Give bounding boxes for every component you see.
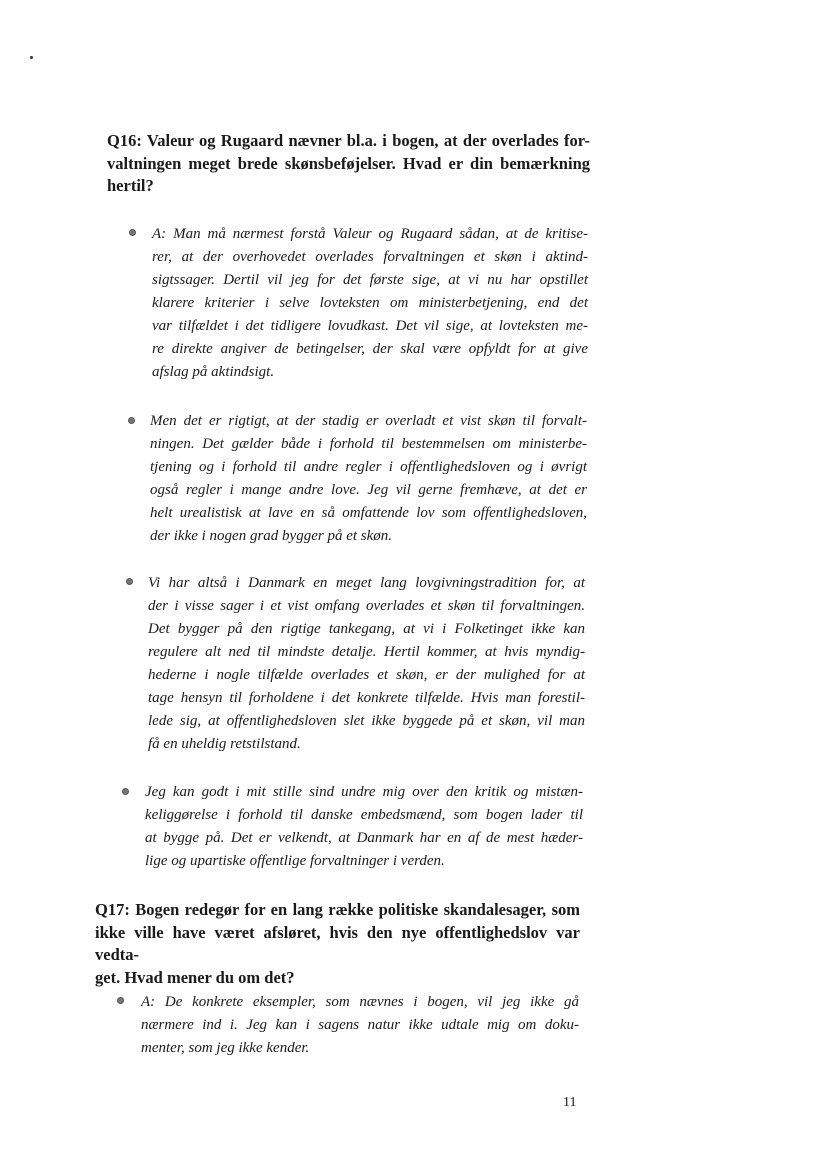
bullet-icon (129, 229, 136, 236)
answer-paragraph (141, 991, 579, 1060)
answer-line: menter, som jeg ikke kender. (141, 1040, 310, 1056)
question-line: hertil? (107, 176, 154, 195)
answer-line: lige og upartiske offentlige forvaltninger i verden. (145, 853, 445, 869)
answer-paragraph (150, 410, 587, 548)
answer-line: A: De konkrete eksempler, som nævnes i bogen, vil jeg ikke gå (141, 994, 579, 1010)
answer-line: tage hensyn til forholdene i det konkrete tilfælde. Hvis man forestil- (148, 690, 585, 706)
answer-line: Det bygger på den rigtige tankegang, at vi i Folketinget ikke kan (148, 621, 585, 637)
answer-line: hederne i nogle tilfælde overlades et skøn, er der mulighed for at (148, 667, 585, 683)
answer-line: der i visse sager i et vist omfang overlades et skøn til forvaltningen. (148, 598, 585, 614)
answer-line: nærmere ind i. Jeg kan i sagens natur ikke udtale mig om doku- (141, 1017, 579, 1033)
answer-line: re direkte angiver de betingelser, der skal være opfyldt for at give (152, 341, 588, 357)
answer-line: lede sig, at offentlighedsloven slet ikke byggede på et skøn, vil man (148, 713, 585, 729)
answer-paragraph (148, 572, 585, 756)
answer-line: der ikke i nogen grad bygger på et skøn. (150, 528, 393, 544)
answer-line: A: Man må nærmest forstå Valeur og Rugaard sådan, at de kritise- (152, 226, 588, 242)
answer-line: Men det er rigtigt, at der stadig er overladt et vist skøn til forvalt- (150, 413, 587, 429)
answer-line: at bygge på. Det er velkendt, at Danmark har en af de mest hæder- (145, 830, 583, 846)
answer-line: rer, at der overhovedet overlades forvaltningen et skøn i aktind- (152, 249, 588, 265)
scan-speck (30, 56, 33, 59)
question-line: valtningen meget brede skønsbeføjelser. Hvad er din bemærkning (107, 153, 590, 173)
answer-line: Vi har altså i Danmark en meget lang lovgivningstradition for, at (148, 575, 585, 591)
answer-line: afslag på aktindsigt. (152, 364, 275, 380)
question-line: Q17: Bogen redegør for en lang række politiske skandalesager, som (95, 900, 580, 919)
answer-paragraph (152, 223, 588, 384)
bullet-icon (117, 997, 124, 1004)
bullet-icon (128, 417, 135, 424)
bullet-icon (126, 578, 133, 585)
answer-line: også regler i mange andre love. Jeg vil gerne fremhæve, at det er (150, 482, 587, 498)
question-q16 (107, 130, 590, 198)
answer-line: var tilfældet i det tidligere lovudkast. Det vil sige, at lovteksten me- (152, 318, 588, 334)
question-line: Q16: Valeur og Rugaard nævner bl.a. i bogen, at der overlades for- (107, 131, 590, 150)
question-line: ikke ville have været afsløret, hvis den nye offentlighedslov var vedta- (95, 922, 580, 964)
answer-line: tjening og i forhold til andre regler i offentlighedsloven og i øvrigt (150, 459, 587, 475)
answer-line: keliggørelse i forhold til danske embedsmænd, som bogen lader til (145, 807, 583, 823)
answer-line: ningen. Det gælder både i forhold til bestemmelsen om ministerbe- (150, 436, 587, 452)
answer-line: regulere alt ned til mindste detalje. Hertil kommer, at hvis myndig- (148, 644, 585, 660)
answer-paragraph (145, 781, 583, 873)
bullet-icon (122, 788, 129, 795)
question-q17 (95, 899, 580, 989)
answer-line: klarere kriterier i selve lovteksten om ministerbetjening, end det (152, 295, 588, 311)
answer-line: få en uheldig retstilstand. (148, 736, 301, 752)
answer-line: sigtssager. Dertil vil jeg for det første sige, at vi nu har opstillet (152, 272, 588, 288)
answer-line: Jeg kan godt i mit stille sind undre mig over den kritik og mistæn- (145, 784, 583, 800)
question-line: get. Hvad mener du om det? (95, 967, 295, 987)
page-number: 11 (563, 1095, 577, 1110)
answer-line: helt urealistisk at lave en så omfattende lov som offentlighedsloven, (150, 505, 587, 521)
